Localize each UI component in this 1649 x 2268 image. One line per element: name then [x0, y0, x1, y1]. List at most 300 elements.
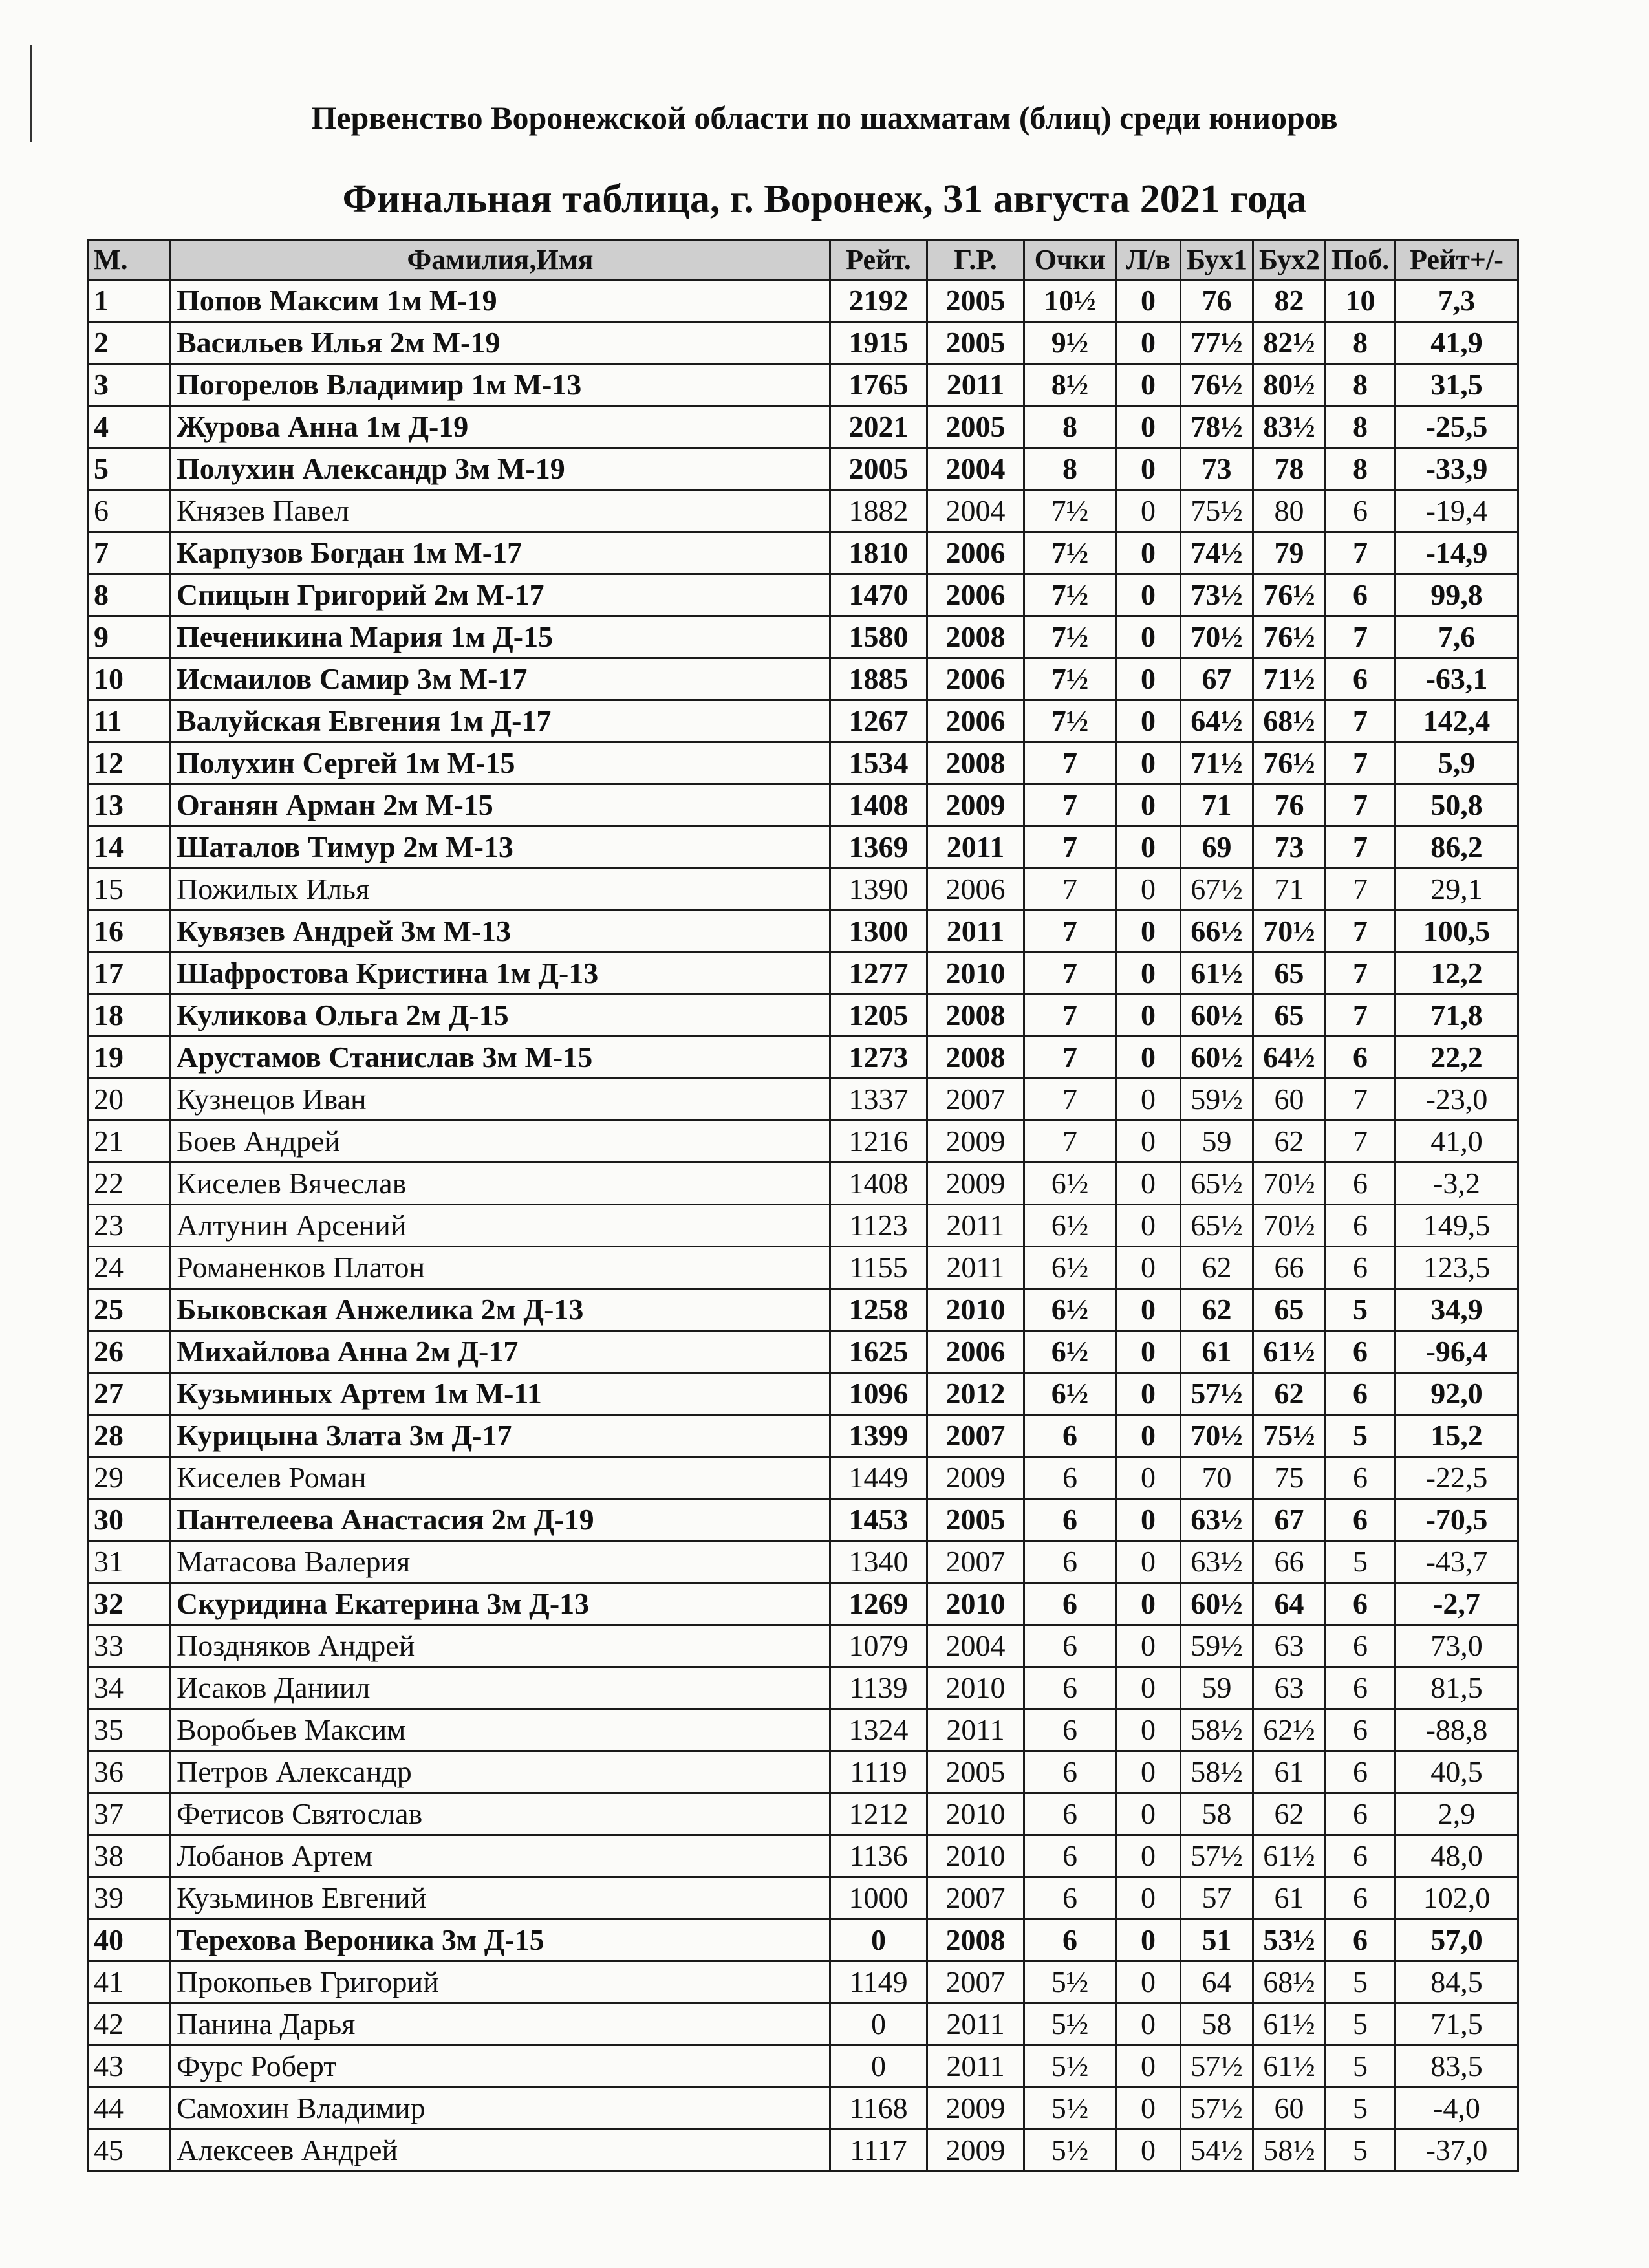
cell-buch1: 73½ [1181, 574, 1253, 616]
cell-name: Прокопьев Григорий [171, 1961, 830, 2003]
cell-lb: 0 [1116, 658, 1181, 700]
cell-name: Погорелов Владимир 1м М-13 [171, 364, 830, 406]
cell-year: 2004 [927, 490, 1024, 532]
table-row [88, 911, 1518, 953]
cell-rating-delta: -88,8 [1396, 1709, 1518, 1751]
cell-buch2: 71 [1253, 869, 1326, 911]
cell-points: 7 [1024, 1121, 1116, 1163]
cell-year: 2005 [927, 1499, 1024, 1541]
cell-buch1: 62 [1181, 1247, 1253, 1289]
cell-year: 2009 [927, 2130, 1024, 2172]
cell-lb: 0 [1116, 1037, 1181, 1079]
cell-rating: 1273 [830, 1037, 927, 1079]
cell-year: 2012 [927, 1373, 1024, 1415]
cell-buch1: 58 [1181, 1793, 1253, 1835]
table-row [88, 1667, 1518, 1709]
header-name: Фамилия,Имя [171, 241, 830, 280]
cell-year: 2010 [927, 1667, 1024, 1709]
table-row [88, 1961, 1518, 2003]
cell-rating: 1136 [830, 1835, 927, 1877]
cell-points: 6 [1024, 1625, 1116, 1667]
cell-points: 7½ [1024, 490, 1116, 532]
cell-rating: 1267 [830, 700, 927, 742]
cell-year: 2010 [927, 1793, 1024, 1835]
cell-wins: 6 [1326, 1919, 1396, 1961]
cell-buch2: 63 [1253, 1625, 1326, 1667]
cell-buch1: 75½ [1181, 490, 1253, 532]
cell-buch2: 80½ [1253, 364, 1326, 406]
cell-buch2: 62 [1253, 1373, 1326, 1415]
cell-wins: 6 [1326, 574, 1396, 616]
cell-name: Арустамов Станислав 3м М-15 [171, 1037, 830, 1079]
cell-points: 6½ [1024, 1163, 1116, 1205]
cell-place: 25 [88, 1289, 171, 1331]
cell-rating-delta: 31,5 [1396, 364, 1518, 406]
cell-year: 2007 [927, 1415, 1024, 1457]
cell-lb: 0 [1116, 1499, 1181, 1541]
cell-buch1: 65½ [1181, 1163, 1253, 1205]
table-row [88, 616, 1518, 658]
cell-rating: 0 [830, 2046, 927, 2088]
cell-name: Кузьминов Евгений [171, 1877, 830, 1919]
cell-name: Куликова Ольга 2м Д-15 [171, 995, 830, 1037]
cell-year: 2009 [927, 1121, 1024, 1163]
cell-rating: 1258 [830, 1289, 927, 1331]
cell-lb: 0 [1116, 911, 1181, 953]
cell-buch1: 58 [1181, 2003, 1253, 2046]
cell-wins: 5 [1326, 2130, 1396, 2172]
cell-points: 6½ [1024, 1373, 1116, 1415]
cell-rating-delta: 48,0 [1396, 1835, 1518, 1877]
cell-name: Быковская Анжелика 2м Д-13 [171, 1289, 830, 1331]
cell-place: 9 [88, 616, 171, 658]
cell-place: 39 [88, 1877, 171, 1919]
cell-year: 2010 [927, 1289, 1024, 1331]
cell-buch2: 65 [1253, 1289, 1326, 1331]
cell-buch2: 78 [1253, 448, 1326, 490]
cell-rating-delta: 7,3 [1396, 280, 1518, 322]
cell-wins: 7 [1326, 953, 1396, 995]
cell-rating: 1337 [830, 1079, 927, 1121]
cell-points: 8½ [1024, 364, 1116, 406]
cell-lb: 0 [1116, 532, 1181, 574]
table-row [88, 1541, 1518, 1583]
table-row [88, 1919, 1518, 1961]
cell-buch1: 70½ [1181, 1415, 1253, 1457]
cell-buch2: 63 [1253, 1667, 1326, 1709]
cell-buch2: 64½ [1253, 1037, 1326, 1079]
cell-buch2: 75½ [1253, 1415, 1326, 1457]
cell-buch1: 64 [1181, 1961, 1253, 2003]
cell-year: 2007 [927, 1877, 1024, 1919]
cell-buch2: 76½ [1253, 574, 1326, 616]
cell-lb: 0 [1116, 742, 1181, 784]
cell-name: Воробьев Максим [171, 1709, 830, 1751]
cell-lb: 0 [1116, 1751, 1181, 1793]
cell-buch1: 61 [1181, 1331, 1253, 1373]
cell-buch2: 79 [1253, 532, 1326, 574]
cell-place: 32 [88, 1583, 171, 1625]
table-row [88, 658, 1518, 700]
cell-rating-delta: 83,5 [1396, 2046, 1518, 2088]
cell-name: Фурс Роберт [171, 2046, 830, 2088]
cell-buch2: 76 [1253, 784, 1326, 826]
cell-buch1: 60½ [1181, 995, 1253, 1037]
cell-wins: 6 [1326, 1373, 1396, 1415]
cell-lb: 0 [1116, 2130, 1181, 2172]
cell-place: 27 [88, 1373, 171, 1415]
cell-wins: 7 [1326, 995, 1396, 1037]
cell-buch1: 57 [1181, 1877, 1253, 1919]
cell-place: 8 [88, 574, 171, 616]
cell-buch2: 71½ [1253, 658, 1326, 700]
cell-place: 5 [88, 448, 171, 490]
cell-year: 2008 [927, 1919, 1024, 1961]
cell-name: Карпузов Богдан 1м М-17 [171, 532, 830, 574]
cell-lb: 0 [1116, 1205, 1181, 1247]
cell-place: 3 [88, 364, 171, 406]
cell-buch2: 67 [1253, 1499, 1326, 1541]
cell-name: Курицына Злата 3м Д-17 [171, 1415, 830, 1457]
cell-rating: 1882 [830, 490, 927, 532]
cell-place: 29 [88, 1457, 171, 1499]
cell-year: 2007 [927, 1541, 1024, 1583]
cell-year: 2009 [927, 784, 1024, 826]
table-row [88, 1205, 1518, 1247]
cell-points: 8 [1024, 406, 1116, 448]
cell-name: Шаталов Тимур 2м М-13 [171, 826, 830, 869]
cell-points: 7 [1024, 995, 1116, 1037]
cell-name: Фетисов Святослав [171, 1793, 830, 1835]
cell-rating: 1453 [830, 1499, 927, 1541]
header-lb: Л/в [1116, 241, 1181, 280]
header-rating: Рейт. [830, 241, 927, 280]
cell-rating: 1408 [830, 784, 927, 826]
cell-buch2: 66 [1253, 1247, 1326, 1289]
cell-rating: 2005 [830, 448, 927, 490]
cell-points: 7 [1024, 1037, 1116, 1079]
cell-year: 2010 [927, 1583, 1024, 1625]
cell-buch2: 61 [1253, 1751, 1326, 1793]
cell-lb: 0 [1116, 1709, 1181, 1751]
cell-points: 6 [1024, 1457, 1116, 1499]
cell-rating-delta: 34,9 [1396, 1289, 1518, 1331]
cell-place: 40 [88, 1919, 171, 1961]
cell-buch1: 63½ [1181, 1499, 1253, 1541]
cell-rating-delta: 29,1 [1396, 869, 1518, 911]
table-row [88, 490, 1518, 532]
table-row [88, 532, 1518, 574]
cell-buch1: 71 [1181, 784, 1253, 826]
cell-lb: 0 [1116, 1877, 1181, 1919]
cell-rating-delta: 149,5 [1396, 1205, 1518, 1247]
cell-wins: 8 [1326, 448, 1396, 490]
cell-year: 2005 [927, 322, 1024, 364]
cell-lb: 0 [1116, 406, 1181, 448]
cell-points: 5½ [1024, 2130, 1116, 2172]
cell-place: 18 [88, 995, 171, 1037]
cell-points: 7 [1024, 911, 1116, 953]
cell-wins: 6 [1326, 1499, 1396, 1541]
results-table [87, 239, 1519, 2172]
cell-lb: 0 [1116, 784, 1181, 826]
cell-buch1: 66½ [1181, 911, 1253, 953]
cell-buch2: 61½ [1253, 1331, 1326, 1373]
table-row [88, 1415, 1518, 1457]
cell-year: 2006 [927, 574, 1024, 616]
cell-rating: 1205 [830, 995, 927, 1037]
cell-year: 2008 [927, 1037, 1024, 1079]
cell-lb: 0 [1116, 700, 1181, 742]
document-title: Первенство Воронежской области по шахматам (блиц) среди юниоров [311, 100, 1338, 136]
cell-rating: 1123 [830, 1205, 927, 1247]
cell-place: 30 [88, 1499, 171, 1541]
cell-points: 7½ [1024, 700, 1116, 742]
cell-place: 13 [88, 784, 171, 826]
cell-rating-delta: 81,5 [1396, 1667, 1518, 1709]
cell-place: 19 [88, 1037, 171, 1079]
cell-rating-delta: 102,0 [1396, 1877, 1518, 1919]
cell-wins: 6 [1326, 658, 1396, 700]
cell-lb: 0 [1116, 1541, 1181, 1583]
cell-rating: 0 [830, 1919, 927, 1961]
cell-rating-delta: 5,9 [1396, 742, 1518, 784]
cell-points: 6 [1024, 1793, 1116, 1835]
cell-rating: 1625 [830, 1331, 927, 1373]
cell-points: 7 [1024, 869, 1116, 911]
cell-name: Романенков Платон [171, 1247, 830, 1289]
cell-buch1: 57½ [1181, 2088, 1253, 2130]
cell-lb: 0 [1116, 953, 1181, 995]
cell-buch2: 76½ [1253, 616, 1326, 658]
cell-rating-delta: 22,2 [1396, 1037, 1518, 1079]
cell-lb: 0 [1116, 1121, 1181, 1163]
cell-rating-delta: -25,5 [1396, 406, 1518, 448]
cell-lb: 0 [1116, 2003, 1181, 2046]
cell-place: 42 [88, 2003, 171, 2046]
cell-year: 2011 [927, 911, 1024, 953]
table-row [88, 1289, 1518, 1331]
cell-year: 2010 [927, 953, 1024, 995]
table-row [88, 406, 1518, 448]
table-row [88, 448, 1518, 490]
cell-rating: 2192 [830, 280, 927, 322]
cell-name: Терехова Вероника 3м Д-15 [171, 1919, 830, 1961]
cell-place: 28 [88, 1415, 171, 1457]
cell-buch1: 59 [1181, 1121, 1253, 1163]
document-subtitle: Финальная таблица, г. Воронеж, 31 августа 2021 года [342, 177, 1307, 221]
cell-wins: 6 [1326, 1331, 1396, 1373]
cell-buch2: 64 [1253, 1583, 1326, 1625]
table-row [88, 1583, 1518, 1625]
cell-points: 5½ [1024, 2003, 1116, 2046]
cell-year: 2008 [927, 995, 1024, 1037]
cell-points: 8 [1024, 448, 1116, 490]
cell-points: 9½ [1024, 322, 1116, 364]
cell-buch2: 60 [1253, 2088, 1326, 2130]
cell-wins: 6 [1326, 1163, 1396, 1205]
cell-lb: 0 [1116, 995, 1181, 1037]
cell-rating-delta: 40,5 [1396, 1751, 1518, 1793]
cell-wins: 7 [1326, 1079, 1396, 1121]
cell-rating-delta: 73,0 [1396, 1625, 1518, 1667]
cell-buch1: 58½ [1181, 1709, 1253, 1751]
cell-name: Киселев Роман [171, 1457, 830, 1499]
cell-wins: 6 [1326, 1793, 1396, 1835]
cell-rating-delta: -37,0 [1396, 2130, 1518, 2172]
cell-rating: 0 [830, 2003, 927, 2046]
cell-rating-delta: 71,8 [1396, 995, 1518, 1037]
cell-rating-delta: -3,2 [1396, 1163, 1518, 1205]
cell-rating-delta: -96,4 [1396, 1331, 1518, 1373]
cell-points: 7 [1024, 826, 1116, 869]
cell-rating-delta: 41,0 [1396, 1121, 1518, 1163]
table-row [88, 1499, 1518, 1541]
cell-buch2: 83½ [1253, 406, 1326, 448]
cell-points: 6 [1024, 1415, 1116, 1457]
cell-wins: 7 [1326, 869, 1396, 911]
cell-lb: 0 [1116, 2046, 1181, 2088]
cell-name: Полухин Александр 3м М-19 [171, 448, 830, 490]
cell-lb: 0 [1116, 1835, 1181, 1877]
cell-year: 2007 [927, 1961, 1024, 2003]
cell-buch2: 68½ [1253, 700, 1326, 742]
cell-wins: 6 [1326, 1205, 1396, 1247]
table-row [88, 742, 1518, 784]
cell-buch1: 67 [1181, 658, 1253, 700]
cell-buch2: 73 [1253, 826, 1326, 869]
cell-year: 2005 [927, 406, 1024, 448]
cell-lb: 0 [1116, 364, 1181, 406]
cell-points: 5½ [1024, 1961, 1116, 2003]
header-points: Очки [1024, 241, 1116, 280]
table-row [88, 700, 1518, 742]
cell-place: 33 [88, 1625, 171, 1667]
cell-buch1: 59½ [1181, 1079, 1253, 1121]
cell-rating-delta: 71,5 [1396, 2003, 1518, 2046]
cell-wins: 6 [1326, 1709, 1396, 1751]
cell-place: 38 [88, 1835, 171, 1877]
cell-lb: 0 [1116, 1247, 1181, 1289]
cell-year: 2009 [927, 1457, 1024, 1499]
cell-place: 15 [88, 869, 171, 911]
cell-place: 4 [88, 406, 171, 448]
table-body [88, 280, 1518, 2172]
cell-place: 14 [88, 826, 171, 869]
table-row [88, 1877, 1518, 1919]
cell-name: Шафростова Кристина 1м Д-13 [171, 953, 830, 995]
cell-rating: 1096 [830, 1373, 927, 1415]
cell-year: 2011 [927, 1205, 1024, 1247]
cell-points: 5½ [1024, 2088, 1116, 2130]
cell-wins: 6 [1326, 1625, 1396, 1667]
cell-place: 6 [88, 490, 171, 532]
table-row [88, 322, 1518, 364]
cell-lb: 0 [1116, 1919, 1181, 1961]
cell-buch1: 64½ [1181, 700, 1253, 742]
cell-name: Валуйская Евгения 1м Д-17 [171, 700, 830, 742]
cell-rating-delta: -43,7 [1396, 1541, 1518, 1583]
cell-buch1: 60½ [1181, 1037, 1253, 1079]
table-row [88, 1079, 1518, 1121]
cell-points: 6 [1024, 1835, 1116, 1877]
cell-year: 2004 [927, 1625, 1024, 1667]
header-buch2: Бух2 [1253, 241, 1326, 280]
cell-year: 2008 [927, 742, 1024, 784]
cell-points: 6 [1024, 1919, 1116, 1961]
cell-place: 17 [88, 953, 171, 995]
table-row [88, 280, 1518, 322]
cell-points: 7 [1024, 1079, 1116, 1121]
cell-year: 2011 [927, 1709, 1024, 1751]
cell-name: Михайлова Анна 2м Д-17 [171, 1331, 830, 1373]
table-row [88, 1835, 1518, 1877]
cell-place: 1 [88, 280, 171, 322]
cell-name: Матасова Валерия [171, 1541, 830, 1583]
table-row [88, 784, 1518, 826]
cell-wins: 8 [1326, 322, 1396, 364]
cell-year: 2009 [927, 1163, 1024, 1205]
cell-buch2: 68½ [1253, 1961, 1326, 2003]
cell-place: 41 [88, 1961, 171, 2003]
cell-name: Панина Дарья [171, 2003, 830, 2046]
cell-buch1: 59 [1181, 1667, 1253, 1709]
cell-year: 2007 [927, 1079, 1024, 1121]
cell-buch1: 57½ [1181, 1373, 1253, 1415]
cell-rating-delta: -19,4 [1396, 490, 1518, 532]
table-row [88, 2130, 1518, 2172]
cell-wins: 7 [1326, 532, 1396, 574]
cell-rating-delta: 100,5 [1396, 911, 1518, 953]
cell-place: 37 [88, 1793, 171, 1835]
cell-wins: 5 [1326, 2088, 1396, 2130]
cell-year: 2011 [927, 1247, 1024, 1289]
cell-year: 2011 [927, 2003, 1024, 2046]
cell-lb: 0 [1116, 869, 1181, 911]
cell-place: 20 [88, 1079, 171, 1121]
cell-wins: 5 [1326, 1289, 1396, 1331]
cell-place: 44 [88, 2088, 171, 2130]
cell-rating: 1765 [830, 364, 927, 406]
table-row [88, 2088, 1518, 2130]
cell-points: 5½ [1024, 2046, 1116, 2088]
cell-buch2: 70½ [1253, 1163, 1326, 1205]
cell-buch1: 60½ [1181, 1583, 1253, 1625]
cell-rating: 1212 [830, 1793, 927, 1835]
cell-rating: 1139 [830, 1667, 927, 1709]
cell-rating: 1269 [830, 1583, 927, 1625]
cell-name: Исмаилов Самир 3м М-17 [171, 658, 830, 700]
cell-points: 6 [1024, 1667, 1116, 1709]
cell-wins: 10 [1326, 280, 1396, 322]
cell-year: 2006 [927, 869, 1024, 911]
cell-lb: 0 [1116, 1373, 1181, 1415]
cell-name: Оганян Арман 2м М-15 [171, 784, 830, 826]
cell-buch1: 71½ [1181, 742, 1253, 784]
cell-rating: 1390 [830, 869, 927, 911]
cell-lb: 0 [1116, 1331, 1181, 1373]
cell-buch2: 80 [1253, 490, 1326, 532]
cell-wins: 6 [1326, 1835, 1396, 1877]
cell-rating: 1216 [830, 1121, 927, 1163]
cell-rating: 1340 [830, 1541, 927, 1583]
table-row [88, 1457, 1518, 1499]
cell-place: 31 [88, 1541, 171, 1583]
cell-buch2: 65 [1253, 953, 1326, 995]
cell-rating: 1155 [830, 1247, 927, 1289]
cell-points: 10½ [1024, 280, 1116, 322]
cell-place: 7 [88, 532, 171, 574]
